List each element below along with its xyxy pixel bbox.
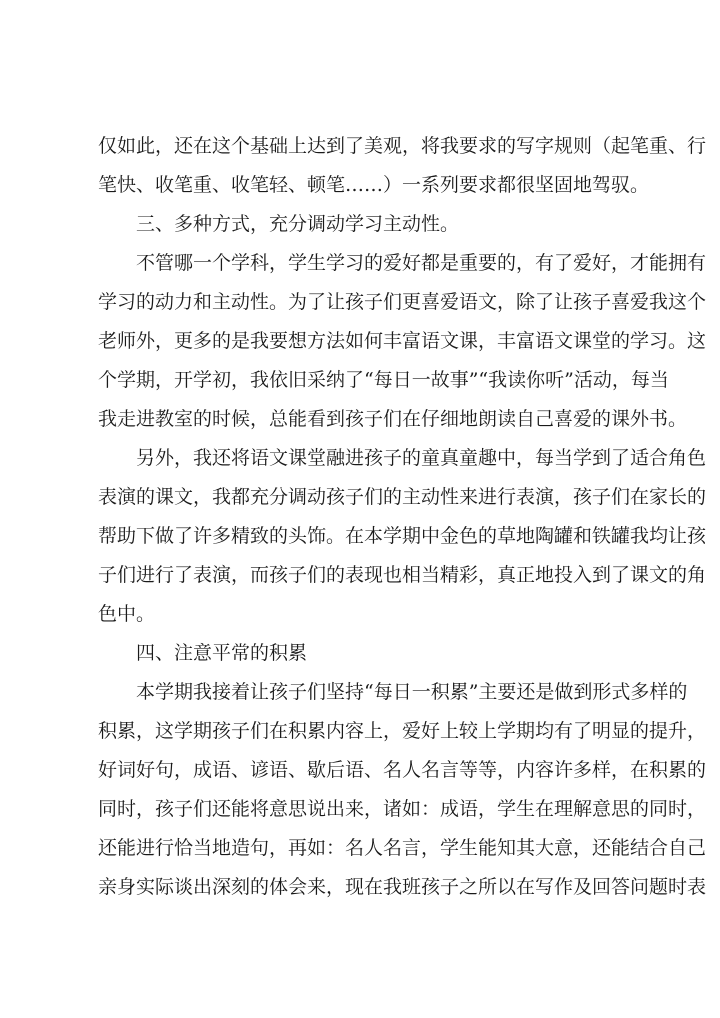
paragraph-line: 个学期，开学初，我依旧采纳了“每日一故事”“我读你听”活动，每当 xyxy=(98,369,669,391)
paragraph-line: 不管哪一个学科，学生学习的爱好都是重要的，有了爱好，才能拥有 xyxy=(136,252,707,274)
section-heading: 三、多种方式，充分调动学习主动性。 xyxy=(136,213,460,235)
paragraph-line: 我走进教室的时候，总能看到孩子们在仔细地朗读自己喜爱的课外书。 xyxy=(98,408,688,430)
paragraph-line: 积累，这学期孩子们在积累内容上，爱好上较上学期均有了明显的提升， xyxy=(98,720,707,742)
paragraph-line: 帮助下做了许多精致的头饰。在本学期中金色的草地陶罐和铁罐我均让孩 xyxy=(98,525,707,547)
paragraph-line: 笔快、收笔重、收笔轻、顿笔……）一系列要求都很坚固地驾驭。 xyxy=(98,174,650,196)
paragraph-line: 好词好句，成语、谚语、歇后语、名人名言等等，内容许多样，在积累的 xyxy=(98,759,707,781)
paragraph-line: 色中。 xyxy=(98,603,156,625)
paragraph-line: 另外，我还将语文课堂融进孩子的童真童趣中，每当学到了适合角色 xyxy=(136,447,707,469)
paragraph-line: 亲身实际谈出深刻的体会来，现在我班孩子之所以在写作及回答问题时表 xyxy=(98,876,707,898)
paragraph-line: 子们进行了表演，而孩子们的表现也相当精彩，真正地投入到了课文的角 xyxy=(98,564,707,586)
paragraph-line: 仅如此，还在这个基础上达到了美观，将我要求的写字规则（起笔重、行 xyxy=(98,135,707,157)
paragraph-line: 还能进行恰当地造句，再如：名人名言，学生能知其大意，还能结合自己 xyxy=(98,837,707,859)
paragraph-line: 同时，孩子们还能将意思说出来，诸如：成语，学生在理解意思的同时， xyxy=(98,798,707,820)
section-heading: 四、注意平常的积累 xyxy=(136,642,308,664)
paragraph-line: 表演的课文，我都充分调动孩子们的主动性来进行表演，孩子们在家长的 xyxy=(98,486,707,508)
paragraph-line: 老师外，更多的是我要想方法如何丰富语文课，丰富语文课堂的学习。这 xyxy=(98,330,707,352)
paragraph-line: 本学期我接着让孩子们坚持“每日一积累”主要还是做到形式多样的 xyxy=(136,681,688,703)
paragraph-line: 学习的动力和主动性。为了让孩子们更喜爱语文，除了让孩子喜爱我这个 xyxy=(98,291,707,313)
